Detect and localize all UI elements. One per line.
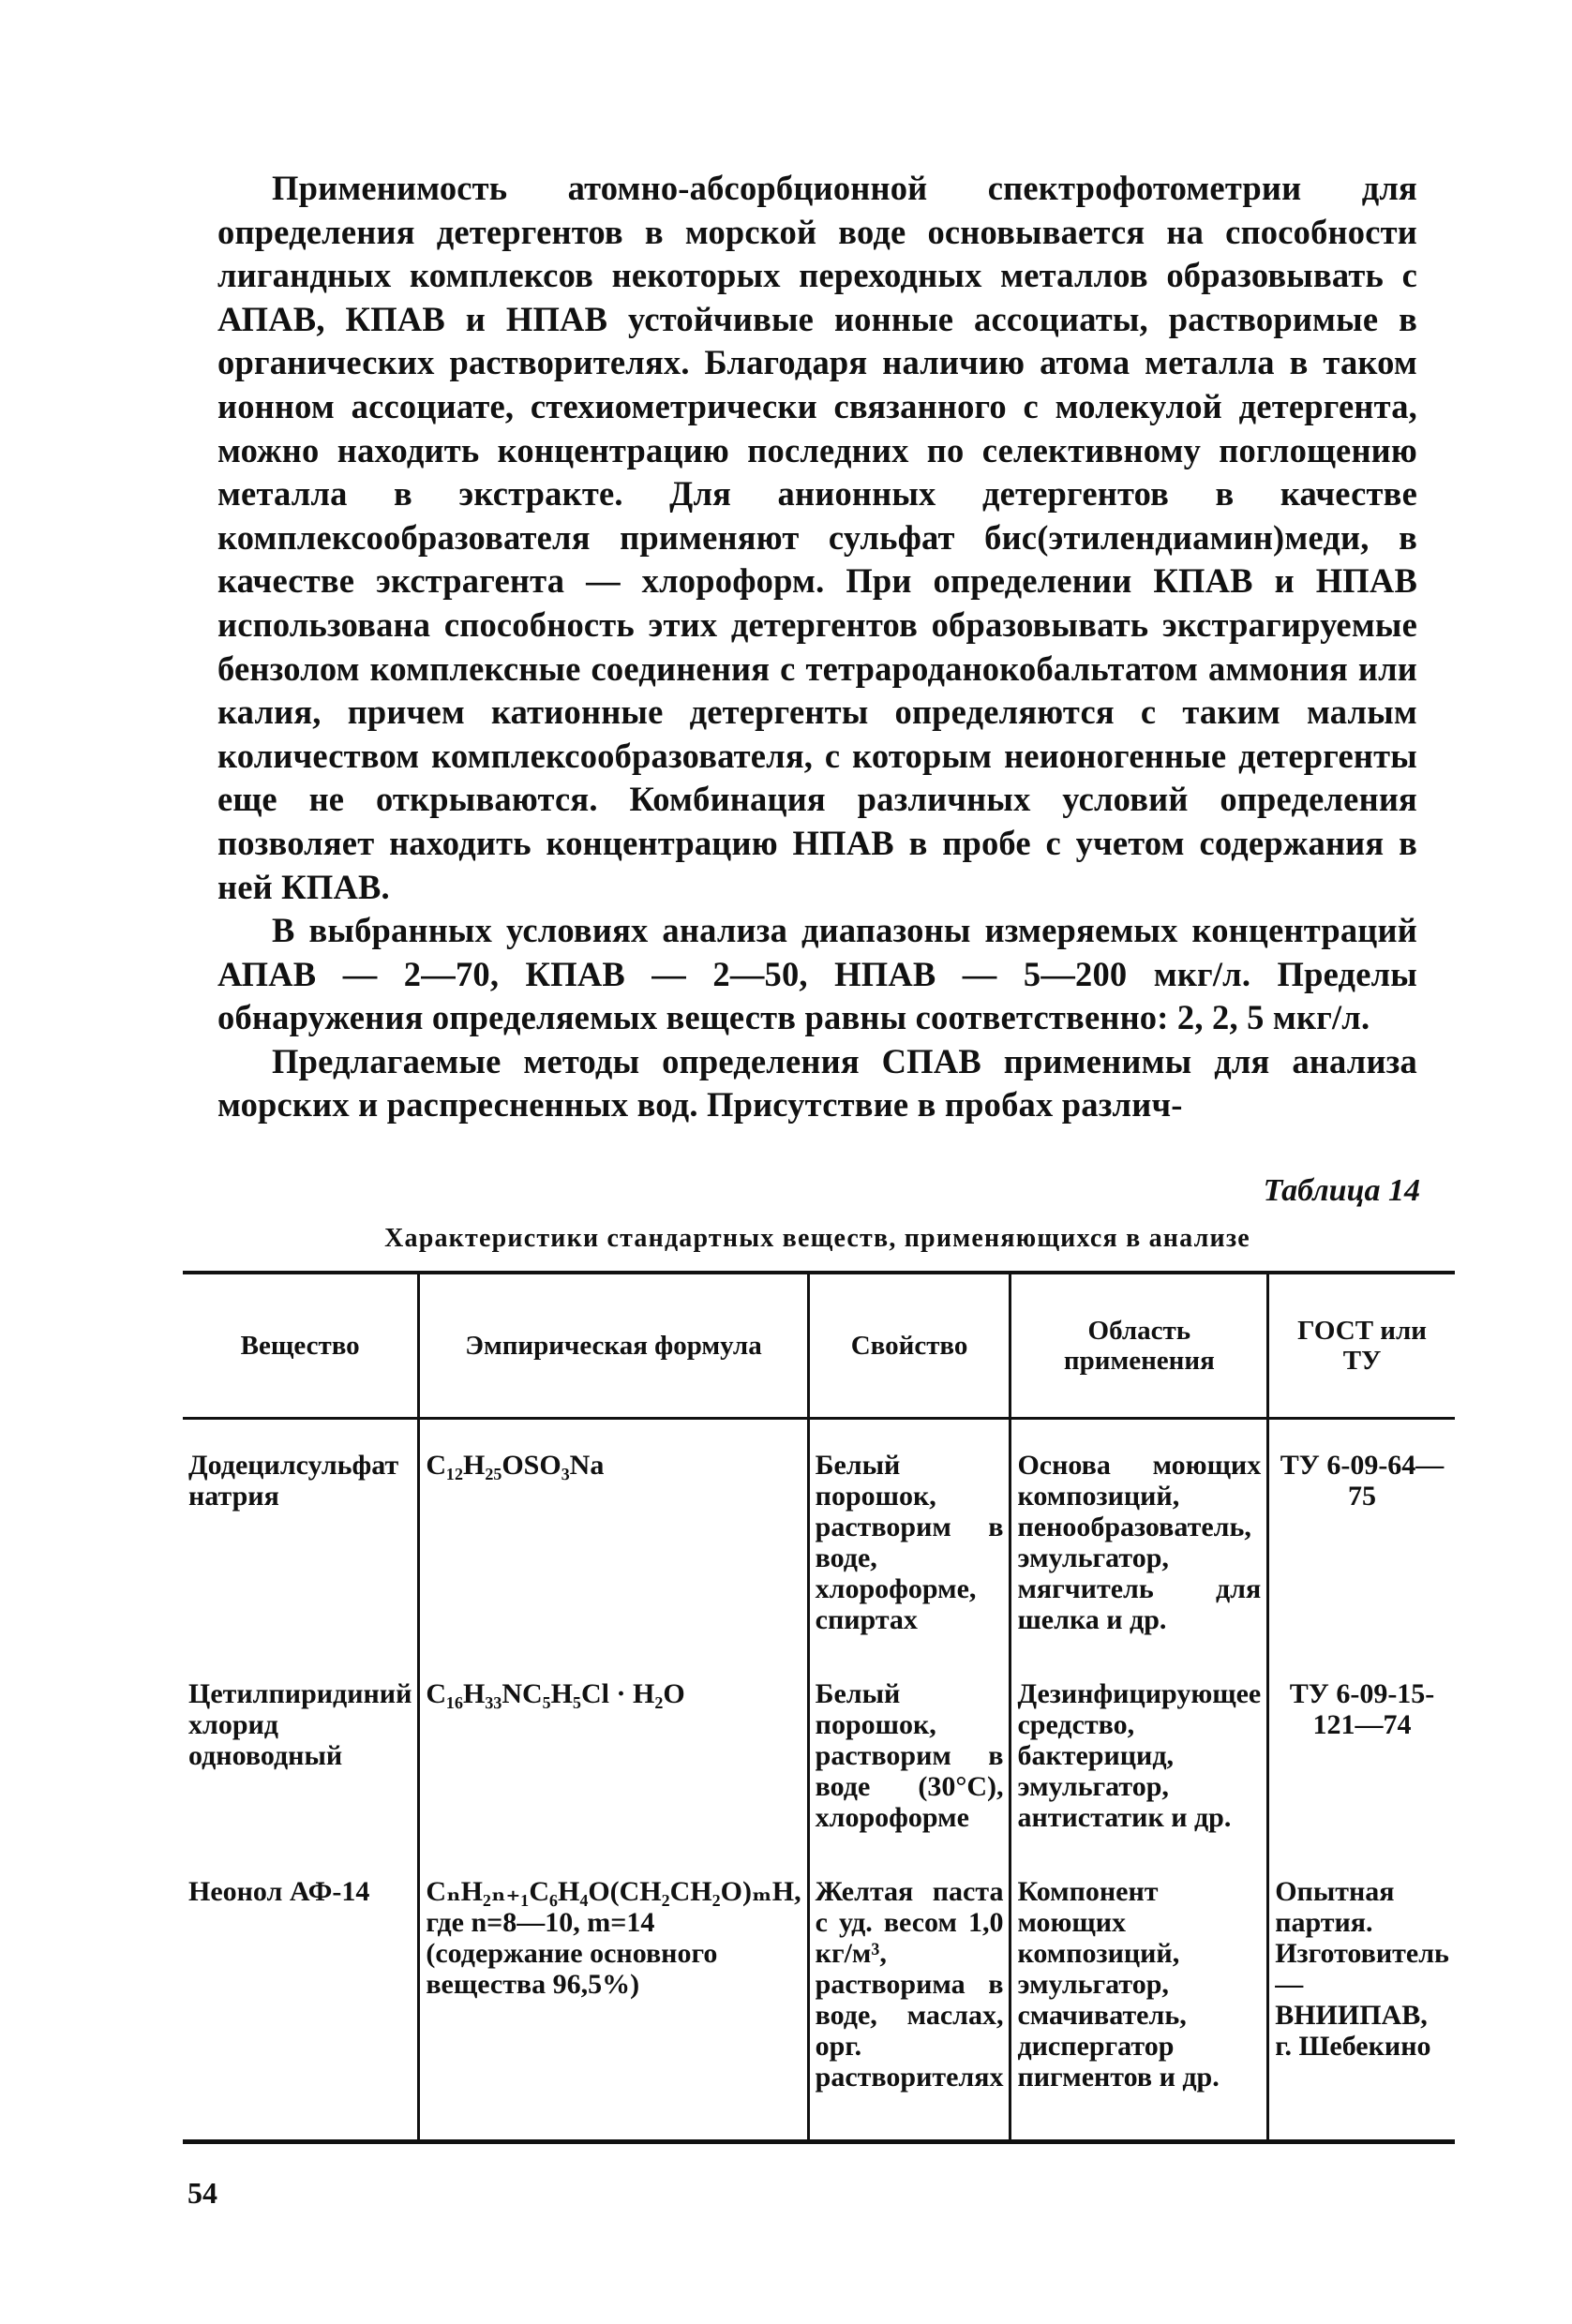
table-row (183, 1648, 1455, 1846)
header-application: Область применения (1011, 1273, 1268, 1419)
cell-application: Основа моющих композиций, пенообразователь, эмульгатор, мягчитель для шелка и др. (1011, 1419, 1268, 1649)
cell-property: Белый порошок, растворим в воде, хлороформе, спиртах (808, 1419, 1011, 1649)
header-formula: Эмпирическая формула (419, 1273, 808, 1419)
body-text (217, 167, 1417, 1127)
table-label: Таблица 14 (1263, 1173, 1420, 1208)
cell-standard: ТУ 6-09-64—75 (1268, 1419, 1455, 1649)
table-title: Характеристики стандартных веществ, применяющихся в анализе (384, 1224, 1250, 1253)
cell-application: Дезинфицирующее средство, бактерицид, эмульгатор, антистатик и др. (1011, 1648, 1268, 1846)
table-header-row (183, 1273, 1455, 1419)
cell-standard: Опытная партия. Изготовитель — ВНИИПАВ, г. Шебекино (1268, 1846, 1455, 2142)
cell-substance: Цетилпиридиний хлорид одноводный (188, 1678, 412, 1771)
cell-substance: Неонол АФ-14 (183, 1846, 419, 2142)
header-property: Свойство (808, 1273, 1011, 1419)
standards-table (183, 1271, 1455, 2144)
table-row (183, 1419, 1455, 1649)
cell-formula: C₁₆H₃₃NC₅H₅Cl · H₂O (419, 1648, 808, 1846)
cell-formula: CₙH₂ₙ₊₁C₆H₄O(CH₂CH₂O)ₘH, где n=8—10, m=14 (содержание основного вещества 96,5%) (419, 1846, 808, 2142)
cell-standard: ТУ 6-09-15-121—74 (1268, 1648, 1455, 1846)
cell-property: Желтая паста с уд. весом 1,0 кг/м³, растворима в воде, маслах, орг. растворителях (808, 1846, 1011, 2142)
table-row (183, 1846, 1455, 2142)
paragraph-1: Применимость атомно-абсорбционной спектрофотометрии для определения детергентов в морской воде основывается на способности лигандных комплексов некоторых переходных металлов образовывать с АПАВ, КПАВ и НПАВ устойчивые ионные ассоциаты, растворимые в органических растворителях. Благодаря наличию атома металла в таком ионном ассоциате, стехиометрически связанного с молекулой детергента, можно находить концентрацию последних по селективному поглощению металла в экстракте. Для анионных детергентов в качестве комплексообразователя применяют сульфат бис(этилендиамин)меди, в качестве экстрагента — хлороформ. При определении КПАВ и НПАВ использована способность этих детергентов образовывать экстрагируемые бензолом комплексные соединения с тетрароданокобальтатом аммония или калия, причем катионные детергенты определяются с таким малым количеством комплексообразователя, с которым неионогенные детергенты еще не открываются. Комбинация различных условий определения позволяет находить концентрацию НПАВ в пробе с учетом содержания в ней КПАВ. (217, 169, 1417, 906)
paragraph-3: Предлагаемые методы определения СПАВ применимы для анализа морских и распресненных вод. Присутствие в пробах различ- (217, 1041, 1417, 1125)
cell-property: Белый порошок, растворим в воде (30°С), хлороформе (808, 1648, 1011, 1846)
paragraph-2: В выбранных условиях анализа диапазоны измеряемых концентраций АПАВ — 2—70, КПАВ — 2—50, НПАВ — 5—200 мкг/л. Пределы обнаружения определяемых веществ равны соответственно: 2, 2, 5 мкг/л. (217, 911, 1417, 1037)
header-substance: Вещество (183, 1273, 419, 1419)
header-standard: ГОСТ или ТУ (1268, 1273, 1455, 1419)
page-number: 54 (187, 2176, 217, 2210)
cell-formula: C₁₂H₂₅OSO₃Na (419, 1419, 808, 1649)
cell-substance: Додецилсульфат натрия (188, 1450, 399, 1512)
cell-application: Компонент моющих композиций, эмульгатор, смачиватель, диспергатор пигментов и др. (1011, 1846, 1268, 2142)
